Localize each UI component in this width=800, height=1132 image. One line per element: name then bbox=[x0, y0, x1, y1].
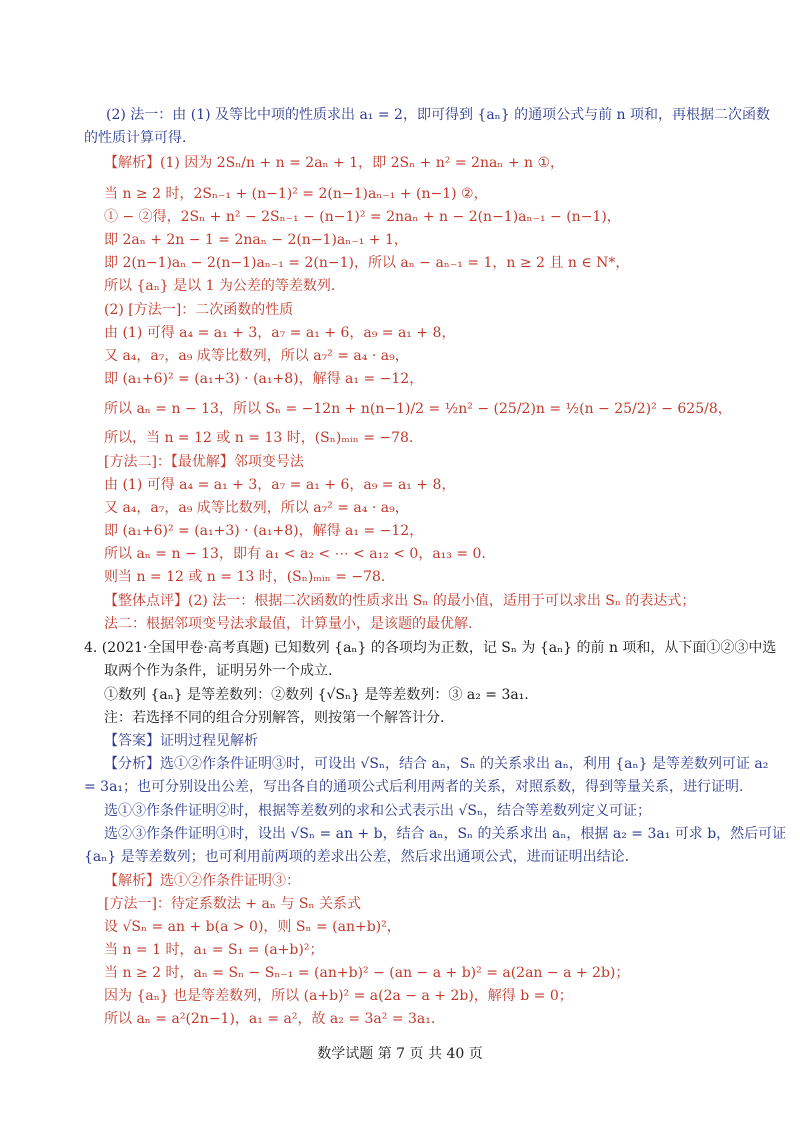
text-line: 即 2(n−1)aₙ − 2(n−1)aₙ₋₁ = 2(n−1)，所以 aₙ − aₙ₋₁ = 1，n ≥ 2 且 n ∈ N*， bbox=[104, 255, 630, 271]
text-line: 4. (2021·全国甲卷·高考真题) 已知数列 {aₙ} 的各项均为正数，记 Sₙ 为 {aₙ} 的前 n 项和，从下面①②③中选 bbox=[84, 640, 777, 656]
text-line: ① − ②得，2Sₙ + n² − 2Sₙ₋₁ − (n−1)² = 2naₙ + n − 2(n−1)aₙ₋₁ − (n−1)， bbox=[104, 209, 621, 225]
text-line: 所以，当 n = 12 或 n = 13 时，(Sₙ)ₘᵢₙ = −78. bbox=[104, 430, 414, 446]
text-line: 由 (1) 可得 a₄ = a₁ + 3，a₇ = a₁ + 6，a₉ = a₁ + 8， bbox=[104, 477, 456, 493]
text-line: {aₙ} 是等差数列；也可利用前两项的差求出公差，然后求出通项公式，进而证明出结论. bbox=[84, 849, 630, 865]
text-line: 所以 aₙ = n − 13，所以 Sₙ = −12n + n(n−1)/2 = ½n² − (25/2)n = ½(n − 25/2)² − 625/8， bbox=[104, 401, 732, 417]
text-line: 当 n ≥ 2 时，2Sₙ₋₁ + (n−1)² = 2(n−1)aₙ₋₁ + (n−1) ②， bbox=[104, 186, 488, 202]
text-line: 则当 n = 12 或 n = 13 时，(Sₙ)ₘᵢₙ = −78. bbox=[104, 569, 386, 585]
text-line: 因为 {aₙ} 也是等差数列，所以 (a+b)² = a(2a − a + 2b)，解得 b = 0； bbox=[104, 988, 573, 1004]
text-line: 的性质计算可得. bbox=[84, 130, 187, 146]
page-footer: 数学试题 第 7 页 共 40 页 bbox=[317, 1046, 483, 1062]
text-line: 法二：根据邻项变号法求最值，计算量小，是该题的最优解. bbox=[104, 616, 473, 632]
text-line: 即 (a₁+6)² = (a₁+3) · (a₁+8)，解得 a₁ = −12， bbox=[104, 523, 424, 539]
text-line: 由 (1) 可得 a₄ = a₁ + 3，a₇ = a₁ + 6，a₉ = a₁ + 8， bbox=[104, 325, 456, 341]
text-line: 当 n = 1 时，a₁ = S₁ = (a+b)²； bbox=[104, 942, 324, 958]
text-line: = 3a₁；也可分别设出公差，写出各自的通项公式后利用两者的关系，对照系数，得到等量关系，进行证明. bbox=[84, 779, 744, 795]
text-line: 取两个作为条件，证明另外一个成立. bbox=[104, 663, 333, 679]
text-line: 所以 aₙ = a²(2n−1)，a₁ = a²，故 a₂ = 3a² = 3a₁. bbox=[104, 1011, 436, 1027]
text-line: 即 2aₙ + 2n − 1 = 2naₙ − 2(n−1)aₙ₋₁ + 1， bbox=[104, 232, 408, 248]
text-line: 【分析】选①②作条件证明③时，可设出 √Sₙ，结合 aₙ，Sₙ 的关系求出 aₙ，利用 {aₙ} 是等差数列可证 a₂ bbox=[104, 756, 769, 772]
text-line: 所以 {aₙ} 是以 1 为公差的等差数列. bbox=[104, 278, 336, 294]
text-line: 选②③作条件证明①时，设出 √Sₙ = an + b，结合 aₙ，Sₙ 的关系求出 aₙ，根据 a₂ = 3a₁ 可求 b，然后可证 bbox=[104, 826, 787, 842]
text-line: (2) [方法一]：二次函数的性质 bbox=[104, 302, 294, 318]
text-line: 又 a₄，a₇，a₉ 成等比数列，所以 a₇² = a₄ · a₉， bbox=[104, 348, 409, 364]
text-line: 【解析】(1) 因为 2Sₙ/n + n = 2aₙ + 1，即 2Sₙ + n² = 2naₙ + n ①， bbox=[104, 155, 565, 171]
text-line: 注：若选择不同的组合分别解答，则按第一个解答计分. bbox=[104, 710, 445, 726]
text-line: 当 n ≥ 2 时，aₙ = Sₙ − Sₙ₋₁ = (an+b)² − (an − a + b)² = a(2an − a + 2b)； bbox=[104, 965, 630, 981]
text-line: 【答案】证明过程见解析 bbox=[104, 733, 258, 749]
text-line: [方法一]：待定系数法 + aₙ 与 Sₙ 关系式 bbox=[104, 896, 361, 912]
text-line: 选①③作条件证明②时，根据等差数列的求和公式表示出 √Sₙ，结合等差数列定义可证； bbox=[104, 803, 652, 819]
text-line: 所以 aₙ = n − 13，即有 a₁ < a₂ < ⋯ < a₁₂ < 0，a₁₃ = 0. bbox=[104, 546, 486, 562]
text-line: [方法二]：【最优解】邻项变号法 bbox=[104, 454, 304, 470]
text-line: 【整体点评】(2) 法一：根据二次函数的性质求出 Sₙ 的最小值，适用于可以求出 Sₙ 的表达式； bbox=[104, 593, 696, 609]
text-line: 【解析】选①②作条件证明③： bbox=[104, 873, 300, 889]
text-line: 即 (a₁+6)² = (a₁+3) · (a₁+8)，解得 a₁ = −12， bbox=[104, 371, 424, 387]
text-line: ①数列 {aₙ} 是等差数列：②数列 {√Sₙ} 是等差数列：③ a₂ = 3a₁. bbox=[104, 687, 529, 703]
text-line: 又 a₄，a₇，a₉ 成等比数列，所以 a₇² = a₄ · a₉， bbox=[104, 500, 409, 516]
text-line: 设 √Sₙ = an + b(a > 0)，则 Sₙ = (an+b)²， bbox=[104, 919, 401, 935]
text-line: (2) 法一：由 (1) 及等比中项的性质求出 a₁ = 2，即可得到 {aₙ} 的通项公式与前 n 项和，再根据二次函数 bbox=[106, 107, 770, 123]
